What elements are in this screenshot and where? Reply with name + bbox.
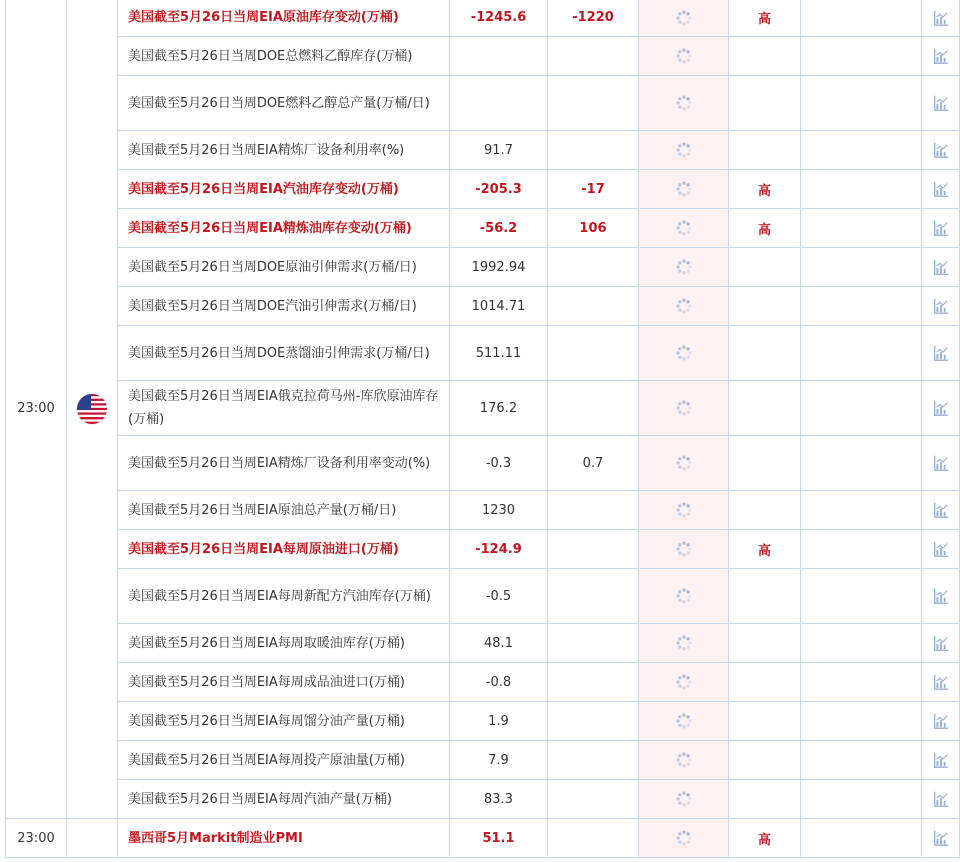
event-time: 23:00 [6,819,67,858]
previous-value: 511.11 [450,326,548,381]
chart-cell [922,530,960,569]
country-flag-cell [67,0,118,819]
event-row [6,491,960,530]
importance-level: 高 [729,170,801,209]
chart-icon[interactable] [932,297,950,315]
chart-cell [922,131,960,170]
event-name: 美国截至5月26日当周DOE燃料乙醇总产量(万桶/日) [118,76,450,131]
event-row [6,569,960,624]
loading-spinner-icon [675,829,693,847]
forecast-value [548,780,639,819]
event-row [6,741,960,780]
event-name: 美国截至5月26日当周EIA每周投产原油量(万桶) [118,741,450,780]
importance-level: 高 [729,209,801,248]
loading-spinner-icon [675,454,693,472]
loading-spinner-icon [675,399,693,417]
chart-cell [922,702,960,741]
chart-icon[interactable] [932,540,950,558]
chart-icon[interactable] [932,587,950,605]
importance-level [729,131,801,170]
chart-icon[interactable] [932,180,950,198]
interpretation-cell [801,248,922,287]
interpretation-cell [801,170,922,209]
event-row [6,326,960,381]
forecast-value [548,569,639,624]
event-row [6,287,960,326]
previous-value: 1992.94 [450,248,548,287]
interpretation-cell [801,381,922,436]
previous-value: -0.8 [450,663,548,702]
previous-value: -205.3 [450,170,548,209]
previous-value: 7.9 [450,741,548,780]
previous-value: 91.7 [450,131,548,170]
loading-spinner-icon [675,180,693,198]
chart-icon[interactable] [932,94,950,112]
importance-level [729,491,801,530]
importance-level [729,76,801,131]
previous-value: 1.9 [450,702,548,741]
event-row [6,624,960,663]
event-name: 美国截至5月26日当周EIA原油库存变动(万桶) [118,0,450,37]
previous-value: 83.3 [450,780,548,819]
actual-value-cell [639,436,729,491]
actual-value-cell [639,287,729,326]
event-name: 美国截至5月26日当周EIA每周馏分油产量(万桶) [118,702,450,741]
importance-level [729,780,801,819]
loading-spinner-icon [675,540,693,558]
event-row [6,780,960,819]
chart-icon[interactable] [932,829,950,847]
chart-cell [922,0,960,37]
previous-value: 51.1 [450,819,548,858]
economic-calendar-table [5,0,960,860]
event-name: 美国截至5月26日当周EIA精炼厂设备利用率变动(%) [118,436,450,491]
previous-value: 176.2 [450,381,548,436]
interpretation-cell [801,530,922,569]
importance-level [729,287,801,326]
forecast-value: 106 [548,209,639,248]
chart-cell [922,37,960,76]
importance-level [729,436,801,491]
chart-icon[interactable] [932,501,950,519]
forecast-value [548,530,639,569]
forecast-value [548,702,639,741]
loading-spinner-icon [675,258,693,276]
chart-cell [922,569,960,624]
importance-level [729,569,801,624]
chart-icon[interactable] [932,790,950,808]
actual-value-cell [639,381,729,436]
chart-cell [922,741,960,780]
actual-value-cell [639,569,729,624]
importance-level [729,663,801,702]
previous-value: -0.3 [450,436,548,491]
chart-icon[interactable] [932,712,950,730]
chart-cell [922,287,960,326]
actual-value-cell [639,209,729,248]
event-name: 墨西哥5月Markit制造业PMI [118,819,450,858]
loading-spinner-icon [675,94,693,112]
previous-value: 48.1 [450,624,548,663]
chart-cell [922,381,960,436]
event-row [6,702,960,741]
previous-value: -124.9 [450,530,548,569]
actual-value-cell [639,819,729,858]
event-row [6,819,960,858]
loading-spinner-icon [675,9,693,27]
chart-icon[interactable] [932,751,950,769]
forecast-value [548,76,639,131]
importance-level [729,248,801,287]
chart-icon[interactable] [932,219,950,237]
event-row [6,170,960,209]
event-name: 美国截至5月26日当周EIA汽油库存变动(万桶) [118,170,450,209]
forecast-value: 0.7 [548,436,639,491]
forecast-value [548,491,639,530]
actual-value-cell [639,702,729,741]
event-row [6,0,960,37]
event-name: 美国截至5月26日当周EIA每周汽油产量(万桶) [118,780,450,819]
chart-cell [922,663,960,702]
forecast-value [548,326,639,381]
loading-spinner-icon [675,790,693,808]
interpretation-cell [801,780,922,819]
interpretation-cell [801,663,922,702]
interpretation-cell [801,702,922,741]
interpretation-cell [801,491,922,530]
us-flag-icon [77,394,107,424]
chart-cell [922,436,960,491]
event-name: 美国截至5月26日当周EIA精炼油库存变动(万桶) [118,209,450,248]
previous-value: 1230 [450,491,548,530]
event-name: 美国截至5月26日当周EIA每周成品油进口(万桶) [118,663,450,702]
chart-icon[interactable] [932,454,950,472]
previous-value: -0.5 [450,569,548,624]
loading-spinner-icon [675,297,693,315]
loading-spinner-icon [675,219,693,237]
country-flag-cell [67,819,118,858]
interpretation-cell [801,436,922,491]
forecast-value [548,287,639,326]
event-row [6,76,960,131]
importance-level [729,326,801,381]
actual-value-cell [639,248,729,287]
chart-cell [922,491,960,530]
actual-value-cell [639,0,729,37]
actual-value-cell [639,131,729,170]
forecast-value [548,624,639,663]
previous-value [450,76,548,131]
interpretation-cell [801,0,922,37]
loading-spinner-icon [675,712,693,730]
chart-icon[interactable] [932,399,950,417]
forecast-value [548,819,639,858]
importance-level [729,741,801,780]
chart-cell [922,780,960,819]
actual-value-cell [639,170,729,209]
event-name: 美国截至5月26日当周EIA每周原油进口(万桶) [118,530,450,569]
event-name: 美国截至5月26日当周DOE总燃料乙醇库存(万桶) [118,37,450,76]
chart-cell [922,76,960,131]
actual-value-cell [639,326,729,381]
actual-value-cell [639,37,729,76]
actual-value-cell [639,491,729,530]
forecast-value [548,741,639,780]
actual-value-cell [639,780,729,819]
event-row [6,530,960,569]
chart-icon[interactable] [932,47,950,65]
loading-spinner-icon [675,673,693,691]
event-name: 美国截至5月26日当周EIA每周取暖油库存(万桶) [118,624,450,663]
actual-value-cell [639,624,729,663]
chart-icon[interactable] [932,673,950,691]
forecast-value [548,131,639,170]
chart-cell [922,819,960,858]
loading-spinner-icon [675,344,693,362]
interpretation-cell [801,741,922,780]
interpretation-cell [801,209,922,248]
previous-value [450,37,548,76]
forecast-value: -17 [548,170,639,209]
event-row [6,436,960,491]
interpretation-cell [801,569,922,624]
event-row [6,381,960,436]
interpretation-cell [801,624,922,663]
importance-level [729,624,801,663]
loading-spinner-icon [675,751,693,769]
chart-icon[interactable] [932,9,950,27]
interpretation-cell [801,819,922,858]
loading-spinner-icon [675,587,693,605]
previous-value: -1245.6 [450,0,548,37]
interpretation-cell [801,76,922,131]
interpretation-cell [801,37,922,76]
event-name: 美国截至5月26日当周DOE汽油引伸需求(万桶/日) [118,287,450,326]
chart-cell [922,248,960,287]
interpretation-cell [801,326,922,381]
event-row [6,131,960,170]
interpretation-cell [801,131,922,170]
chart-icon[interactable] [932,258,950,276]
event-name: 美国截至5月26日当周EIA俄克拉荷马州-库欣原油库存(万桶) [118,381,450,436]
event-name: 美国截至5月26日当周DOE蒸馏油引伸需求(万桶/日) [118,326,450,381]
loading-spinner-icon [675,634,693,652]
forecast-value [548,663,639,702]
loading-spinner-icon [675,141,693,159]
interpretation-cell [801,287,922,326]
importance-level [729,381,801,436]
forecast-value [548,37,639,76]
importance-level [729,702,801,741]
forecast-value [548,248,639,287]
event-row [6,248,960,287]
loading-spinner-icon [675,501,693,519]
event-name: 美国截至5月26日当周EIA精炼厂设备利用率(%) [118,131,450,170]
event-row [6,663,960,702]
previous-value: -56.2 [450,209,548,248]
chart-icon[interactable] [932,634,950,652]
chart-icon[interactable] [932,344,950,362]
forecast-value [548,381,639,436]
chart-icon[interactable] [932,141,950,159]
event-time: 23:00 [6,0,67,819]
chart-cell [922,209,960,248]
event-name: 美国截至5月26日当周EIA每周新配方汽油库存(万桶) [118,569,450,624]
forecast-value: -1220 [548,0,639,37]
importance-level: 高 [729,819,801,858]
chart-cell [922,170,960,209]
chart-cell [922,624,960,663]
actual-value-cell [639,76,729,131]
actual-value-cell [639,530,729,569]
previous-value: 1014.71 [450,287,548,326]
importance-level: 高 [729,0,801,37]
event-name: 美国截至5月26日当周DOE原油引伸需求(万桶/日) [118,248,450,287]
event-row [6,37,960,76]
chart-cell [922,326,960,381]
actual-value-cell [639,741,729,780]
event-name: 美国截至5月26日当周EIA原油总产量(万桶/日) [118,491,450,530]
actual-value-cell [639,663,729,702]
importance-level: 高 [729,530,801,569]
event-row [6,209,960,248]
importance-level [729,37,801,76]
loading-spinner-icon [675,47,693,65]
